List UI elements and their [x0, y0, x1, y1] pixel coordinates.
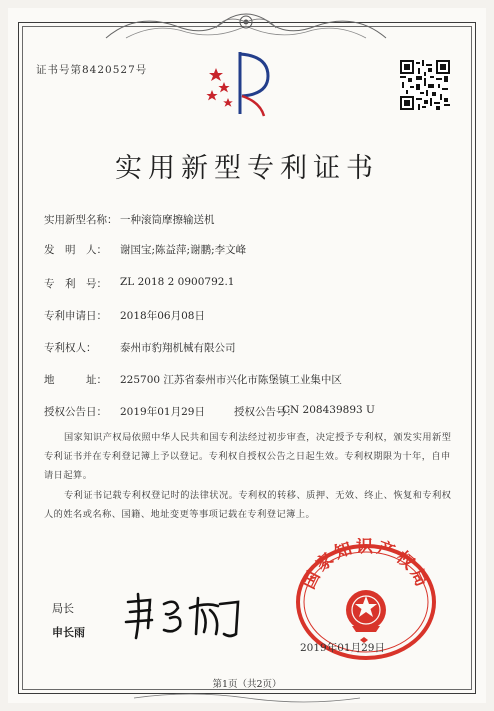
qr-code	[400, 60, 450, 110]
field-utility-name	[44, 212, 215, 227]
field-value: 225700 江苏省泰州市兴化市陈堡镇工业集中区	[120, 374, 342, 386]
field-label: 地 址：	[44, 374, 107, 386]
grant-number-label: 授权公告号：	[234, 406, 297, 418]
field-value: 谢国宝;陈益萍;谢鹏;李文峰	[120, 244, 247, 256]
field-value: 一种滚筒摩擦输送机	[120, 214, 215, 226]
field-label: 专利权人：	[44, 342, 97, 354]
handwritten-signature	[120, 588, 250, 642]
field-value: 泰州市豹翔机械有限公司	[120, 342, 236, 354]
field-value: 2018年06月08日	[120, 310, 205, 322]
field-label: 专 利 号：	[44, 278, 107, 290]
field-patent-number	[44, 276, 235, 291]
signatory-title: 局长	[52, 602, 74, 615]
statement-paragraph: 专利证书记载专利权登记时的法律状况。专利权的转移、质押、无效、终止、恢复和专利权人的姓名或名称、国籍、地址变更等事项记载在专利登记簿上。	[44, 490, 452, 520]
top-ornament	[96, 8, 396, 48]
svg-text:国家知识产权局: 国家知识产权局	[299, 538, 433, 593]
field-value: ZL 2018 2 0900792.1	[120, 276, 235, 288]
page-number: 第1页（共2页）	[212, 679, 282, 690]
bottom-ornament	[130, 690, 364, 706]
grant-date-value: 2019年01月29日	[120, 406, 205, 418]
field-application-date	[44, 308, 205, 323]
certificate-title: 实用新型专利证书	[115, 153, 379, 184]
field-label: 专利申请日：	[44, 310, 107, 322]
statement-paragraph: 国家知识产权局依照中华人民共和国专利法经过初步审查，决定授予专利权，颁发实用新型专利证书并在专利登记簿上予以登记。专利权自授权公告之日起生效。专利权期限为十年，自申请日起算。	[44, 432, 452, 481]
grant-number-value: CN 208439893 U	[282, 404, 375, 416]
field-grant	[44, 404, 375, 419]
field-label: 实用新型名称：	[44, 214, 118, 226]
field-address	[44, 372, 342, 387]
field-label: 发 明 人：	[44, 244, 107, 256]
signatory-name: 申长雨	[52, 626, 85, 639]
certificate-number: 证书号第8420527号	[36, 64, 148, 76]
field-patentee	[44, 340, 236, 355]
grant-date-label: 授权公告日：	[44, 406, 107, 418]
seal-date: 2019年01月29日	[300, 642, 385, 654]
field-inventors	[44, 242, 247, 257]
cnipa-logo	[202, 46, 274, 120]
